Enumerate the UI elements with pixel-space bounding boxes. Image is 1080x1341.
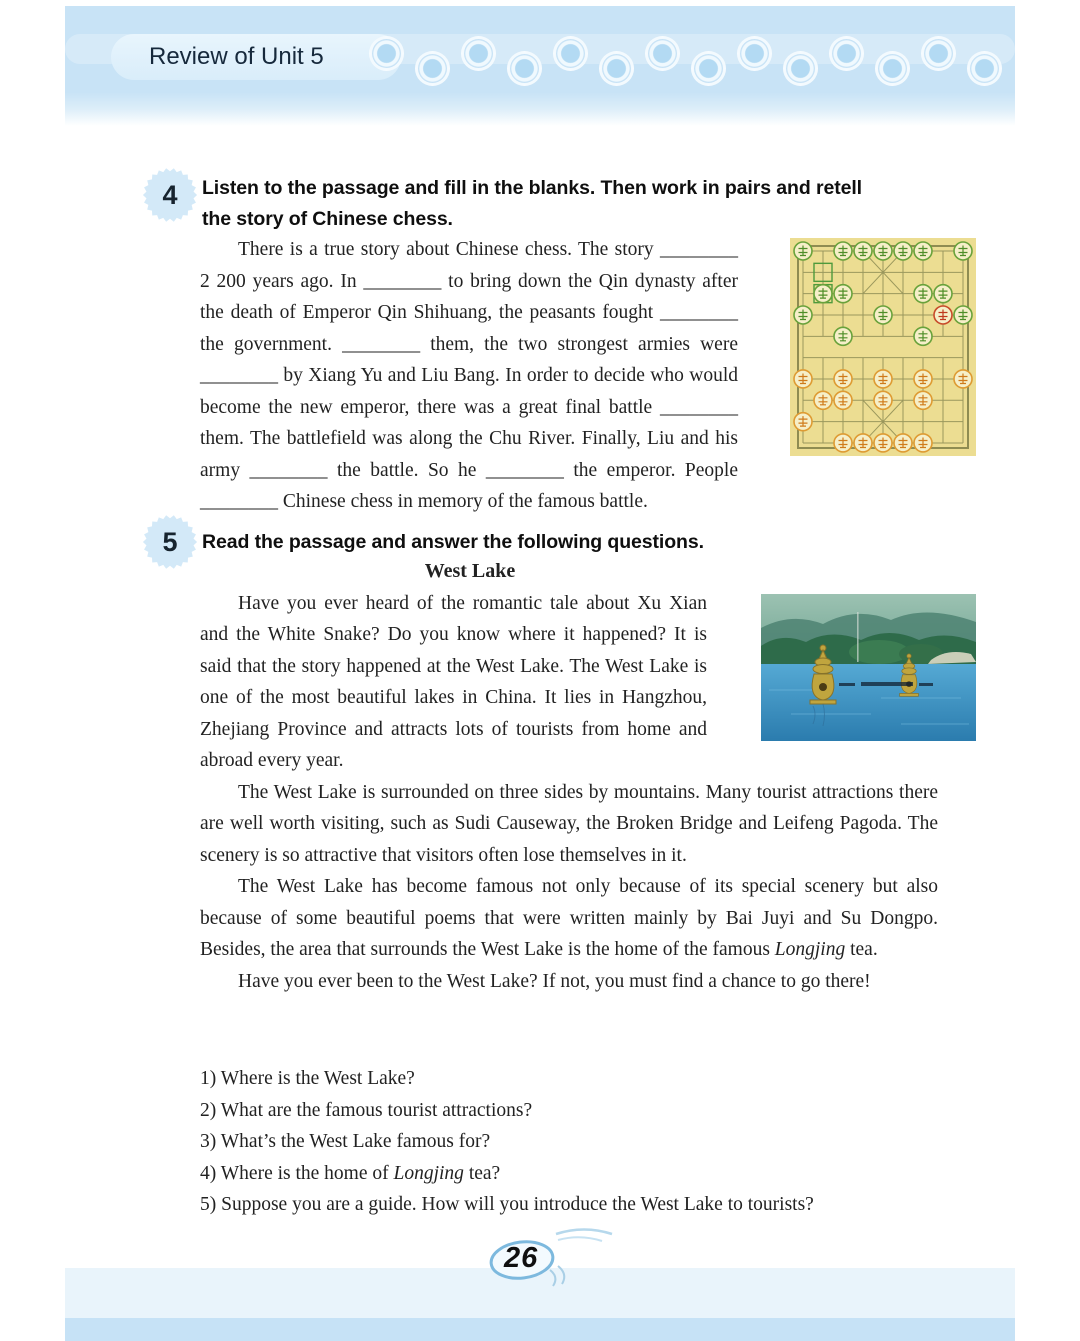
instruction-line-1: Listen to the passage and fill in the blanks. Then work in pairs and retell [202,177,862,199]
exercise-5-number: 5 [162,526,178,557]
header-circles-decoration [369,36,1002,86]
question-2: 2) What are the famous tourist attractions? [200,1099,533,1121]
west-lake-photo [723,594,938,741]
page-title: Review of Unit 5 [149,43,324,70]
longjing-italic: Longjing [774,939,846,960]
ring-circle-icon [415,51,450,86]
unit-title-pill [111,34,401,80]
exercise-5-badge [142,514,198,570]
ring-circle-icon [967,51,1002,86]
page-number: 26 [504,1242,539,1274]
westlake-paragraph-1 [200,588,938,777]
ring-circle-icon [875,51,910,86]
ring-circle-icon [691,51,726,86]
exercise-4-badge [142,167,198,223]
westlake-paragraph-1-text: Have you ever heard of the romantic tale about Xu Xian and the White Snake? Do you know where it happened? It is said that the story happened at the West Lake. The West Lake is one of the most beautiful lakes in China. It lies in Hangzhou, Zhejiang Province and attracts lots of tourists from home and abroad every year. [200,592,707,771]
question-5: 5) Suppose you are a guide. How will you introduce the West Lake to tourists? [200,1194,814,1215]
ring-circle-icon [461,36,496,71]
ring-circle-icon [645,36,680,71]
westlake-paragraph-4: Have you ever been to the West Lake? If not, you must find a chance to go there! [238,970,871,992]
reading-title: West Lake [424,560,516,582]
chess-passage [200,234,938,518]
westlake-paragraph-2: The West Lake is surrounded on three sides by mountains. Many tourist attractions there are well worth visiting, such as Sudi Causeway, the Broken Bridge and Leifeng Pagoda. The scenery is so attractive that visitors often lose themselves in it. [200,781,938,866]
question-4: 4) Where is the home of Longjing tea? [200,1162,501,1184]
question-1: 1) Where is the West Lake? [200,1068,415,1089]
questions-list [200,1063,960,1221]
header-band [65,6,1015,126]
swoosh-icon [470,1224,630,1294]
question-3: 3) What’s the West Lake famous for? [200,1131,491,1152]
footer-band-dark [65,1318,1015,1341]
ring-circle-icon [829,36,864,71]
chess-passage-text: There is a true story about Chinese chess. The story ________ 2 200 years ago. In ________ to bring down the Qin dynasty after the death of Emperor Qin Shihuang, the peasants fought ________ the government. ________ them, the two strongest armies were ________ by Xiang Yu and Liu Bang. In order to decide who would become the new emperor, there was a great final battle ________ them. The battlefield was along the Chu River. Finally, Liu and his army ________ the battle. So he ________ the emperor. People ________ Chinese chess in memory of the famous battle. [200,239,738,512]
longjing-italic: Longjing [393,1162,464,1184]
ring-circle-icon [921,36,956,71]
ring-circle-icon [507,51,542,86]
ring-circle-icon [783,51,818,86]
exercise-4-instruction [202,173,950,235]
exercise-5-instruction: Read the passage and answer the following questions. [202,531,704,553]
instruction-line-2: the story of Chinese chess. [202,208,453,230]
westlake-paragraph-3: The West Lake has become famous not only because of its special scenery but also because of some beautiful poems that were written mainly by Bai Juyi and Su Dongpo. Besides, the area that surrounds the West Lake is the home of the famous Longjing tea. [200,876,938,960]
westlake-reading [200,556,938,997]
ring-circle-icon [553,36,588,71]
ring-circle-icon [737,36,772,71]
page-number-badge [470,1224,630,1294]
ring-circle-icon [369,36,404,71]
chinese-chess-board-image [752,238,938,456]
ring-circle-icon [599,51,634,86]
exercise-4-number: 4 [162,179,178,210]
